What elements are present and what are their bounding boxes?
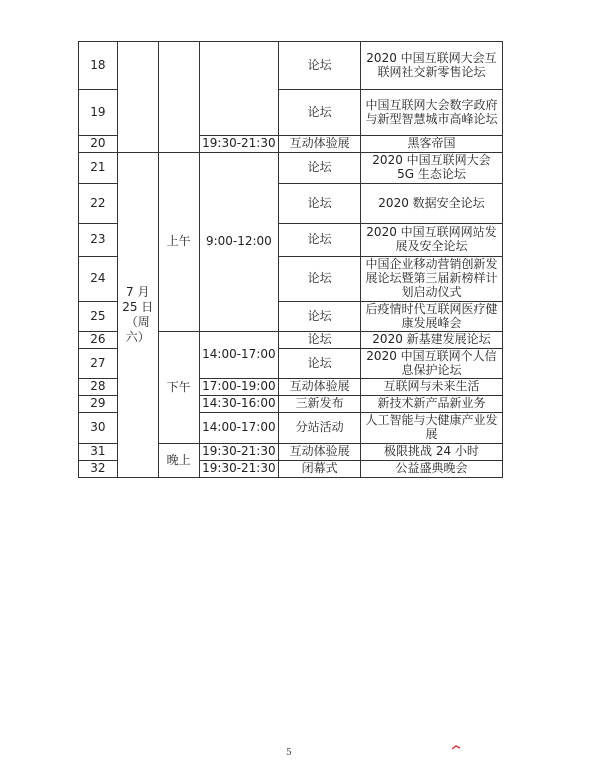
period-cell-prev <box>158 42 199 153</box>
date-cell-prev <box>117 42 158 153</box>
event-time: 19:30-21:30 <box>199 461 279 478</box>
event-time: 9:00-12:00 <box>199 153 279 332</box>
event-type: 论坛 <box>279 257 361 302</box>
event-type: 论坛 <box>279 332 361 349</box>
event-name: 2020 中国互联网网站发展及安全论坛 <box>360 224 502 257</box>
date-label: 7 月 25 日（周六） <box>122 285 154 344</box>
event-type: 互动体验展 <box>279 379 361 396</box>
event-name: 公益盛典晚会 <box>360 461 502 478</box>
event-name: 中国企业移动营销创新发展论坛暨第三届新榜样计划启动仪式 <box>360 257 502 302</box>
event-name: 2020 中国互联网大会互联网社交新零售论坛 <box>360 42 502 90</box>
event-name: 新技术新产品新业务 <box>360 396 502 413</box>
event-type: 论坛 <box>279 42 361 90</box>
event-type: 闭幕式 <box>279 461 361 478</box>
row-number: 20 <box>79 136 118 153</box>
event-type: 互动体验展 <box>279 136 361 153</box>
page-number: 5 <box>286 748 292 758</box>
event-type: 三新发布 <box>279 396 361 413</box>
period-afternoon: 下午 <box>158 332 199 444</box>
row-number: 31 <box>79 444 118 461</box>
event-name: 2020 新基建发展论坛 <box>360 332 502 349</box>
event-type: 论坛 <box>279 349 361 379</box>
event-name: 2020 中国互联网个人信息保护论坛 <box>360 349 502 379</box>
row-number: 28 <box>79 379 118 396</box>
event-name: 人工智能与大健康产业发展 <box>360 413 502 444</box>
row-number: 32 <box>79 461 118 478</box>
event-name: 中国互联网大会数字政府与新型智慧城市高峰论坛 <box>360 90 502 136</box>
event-time: 14:00-17:00 <box>199 332 279 379</box>
event-name: 2020 中国互联网大会 5G 生态论坛 <box>360 153 502 184</box>
event-name: 黑客帝国 <box>360 136 502 153</box>
schedule-table <box>78 41 503 478</box>
period-evening: 晚上 <box>158 444 199 478</box>
time-cell <box>199 42 279 136</box>
event-name: 2020 数据安全论坛 <box>360 184 502 224</box>
event-name: 互联网与未来生活 <box>360 379 502 396</box>
event-type: 论坛 <box>279 153 361 184</box>
table-row <box>79 153 503 184</box>
row-number: 18 <box>79 42 118 90</box>
row-number: 21 <box>79 153 118 184</box>
event-time: 19:30-21:30 <box>199 444 279 461</box>
row-number: 27 <box>79 349 118 379</box>
row-number: 25 <box>79 302 118 332</box>
period-morning: 上午 <box>158 153 199 332</box>
row-number: 26 <box>79 332 118 349</box>
event-name: 极限挑战 24 小时 <box>360 444 502 461</box>
event-time: 14:00-17:00 <box>199 413 279 444</box>
table-row <box>79 42 503 90</box>
event-type: 分站活动 <box>279 413 361 444</box>
date-cell <box>117 153 158 478</box>
event-type: 互动体验展 <box>279 444 361 461</box>
row-number: 23 <box>79 224 118 257</box>
event-type: 论坛 <box>279 302 361 332</box>
row-number: 22 <box>79 184 118 224</box>
event-type: 论坛 <box>279 90 361 136</box>
row-number: 24 <box>79 257 118 302</box>
event-time: 19:30-21:30 <box>199 136 279 153</box>
event-type: 论坛 <box>279 184 361 224</box>
event-time: 14:30-16:00 <box>199 396 279 413</box>
event-name: 后疫情时代互联网医疗健康发展峰会 <box>360 302 502 332</box>
row-number: 30 <box>79 413 118 444</box>
row-number: 29 <box>79 396 118 413</box>
red-mark-icon <box>452 745 461 750</box>
row-number: 19 <box>79 90 118 136</box>
event-type: 论坛 <box>279 224 361 257</box>
event-time: 17:00-19:00 <box>199 379 279 396</box>
